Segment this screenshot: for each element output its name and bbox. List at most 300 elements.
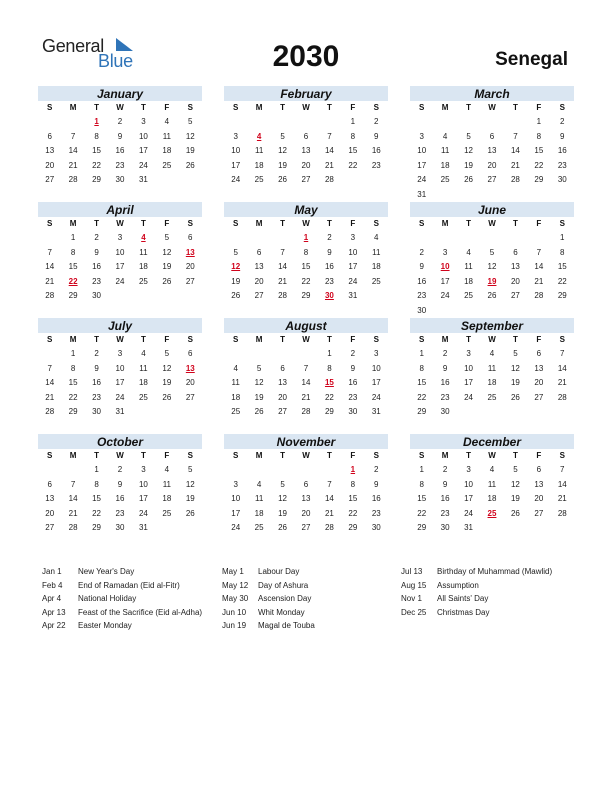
day: 29 [301,291,311,300]
brand-word-blue: Blue [98,51,133,71]
day: 30 [115,175,125,184]
day: 2 [560,117,565,126]
day: 17 [417,160,427,170]
holiday-day: 25 [487,508,497,518]
day: 16 [440,494,450,503]
day: 10 [371,363,381,373]
day: 13 [45,494,55,503]
month-name: March [410,86,574,101]
day: 1 [560,233,565,242]
weekday-label: F [164,451,170,460]
holiday-day: 19 [487,276,497,286]
holiday-name: National Holiday [78,594,137,603]
holiday-day: 4 [141,233,146,242]
month-days-grid [410,217,574,318]
holiday-name: Birthday of Muhammad (Mawlid) [437,567,553,576]
weekday-label: F [164,219,170,228]
day: 4 [233,363,238,373]
day: 6 [303,479,309,489]
day: 20 [254,276,264,286]
brand-word-general: General [42,36,104,56]
day: 2 [442,465,448,474]
day: 15 [557,262,567,271]
day: 11 [254,494,264,503]
empty-day [271,463,294,478]
weekday-label: F [536,451,542,460]
day: 22 [348,160,358,170]
day: 20 [45,508,55,518]
day: 3 [442,247,448,257]
day: 5 [280,479,285,489]
day: 18 [440,160,450,170]
day: 19 [185,146,195,155]
day: 22 [301,276,311,286]
month-may [224,202,388,304]
day: 10 [231,494,241,503]
day: 29 [557,291,567,300]
day: 18 [231,392,241,402]
holiday-item [42,579,202,593]
day: 25 [138,392,148,402]
day: 7 [47,247,52,257]
month-days-grid [410,333,574,420]
day: 12 [162,247,172,257]
day: 9 [374,479,379,489]
day: 18 [162,494,172,503]
day: 28 [510,175,520,184]
day: 31 [115,407,125,416]
day: 15 [68,378,78,387]
weekday-label: S [559,103,565,112]
holiday-date: Nov 1 [401,594,422,603]
day: 26 [162,276,172,286]
day: 27 [278,407,288,416]
day: 1 [350,117,356,126]
day: 16 [417,276,427,286]
day: 30 [348,407,358,416]
weekday-label: S [47,103,53,112]
day: 15 [417,378,427,387]
day: 10 [138,131,148,141]
day: 21 [557,494,567,503]
day: 9 [350,363,356,373]
month-april [38,202,202,304]
day: 4 [489,349,495,358]
day: 20 [301,160,311,170]
month-november [224,434,388,536]
empty-day [504,231,527,246]
day: 11 [139,247,148,257]
day: 11 [254,146,264,155]
weekday-label: S [187,451,193,460]
day: 2 [419,247,424,257]
empty-day [224,347,247,362]
day: 24 [231,523,241,532]
day: 6 [489,131,495,141]
empty-day [224,115,247,130]
holiday-date: Jul 13 [401,567,423,576]
day: 21 [324,160,334,170]
day: 8 [94,479,99,489]
month-days-grid [410,449,574,536]
day: 23 [115,160,125,170]
day: 25 [464,291,474,300]
day: 4 [256,479,262,489]
weekday-label: W [116,451,124,460]
day: 7 [560,349,565,358]
day: 9 [419,262,424,271]
day: 22 [348,508,358,518]
day: 24 [371,392,381,402]
holiday-name: End of Ramadan (Eid al-Fitr) [78,580,180,590]
empty-day [504,115,527,130]
day: 27 [185,276,195,286]
holiday-name: Ascension Day [258,594,312,603]
day: 24 [115,392,125,402]
day: 23 [324,276,334,286]
day: 10 [138,479,148,489]
day: 29 [92,175,102,184]
day: 16 [348,378,358,387]
day: 6 [536,465,542,474]
holiday-item [42,619,202,633]
day: 8 [419,479,424,489]
day: 26 [510,392,520,402]
month-name: May [224,202,388,217]
weekday-label: M [69,103,77,112]
day: 12 [185,479,195,489]
day: 3 [374,349,379,358]
holiday-column [222,565,315,633]
weekday-label: W [302,335,310,344]
day: 13 [301,146,311,155]
day: 24 [348,276,358,286]
empty-day [457,231,480,246]
day: 27 [534,508,544,518]
holiday-day: 1 [303,233,309,242]
empty-day [527,231,550,246]
day: 4 [164,465,170,474]
day: 10 [348,247,358,257]
day: 19 [510,494,520,503]
day: 24 [417,175,427,184]
day: 27 [301,523,311,532]
holiday-day: 1 [94,117,99,126]
day: 28 [557,392,567,402]
day: 26 [510,508,520,518]
weekday-label: M [441,219,449,228]
day: 22 [557,276,567,286]
day: 12 [278,494,288,503]
day: 8 [70,247,76,257]
day: 10 [115,247,125,257]
empty-day [318,115,341,130]
day: 4 [374,233,379,242]
day: 1 [419,349,424,358]
day: 27 [254,291,264,300]
day: 23 [92,276,102,286]
weekday-label: W [116,103,124,112]
day: 14 [534,262,544,271]
day: 7 [513,131,518,141]
day: 28 [45,291,55,300]
day: 13 [510,262,520,271]
day: 25 [162,508,172,518]
day: 18 [464,276,474,286]
month-days-grid [38,449,202,536]
weekday-label: M [255,451,263,460]
empty-day [247,231,270,246]
day: 31 [371,407,381,416]
day: 11 [372,247,381,257]
weekday-label: S [233,335,239,344]
day: 8 [419,363,424,373]
day: 19 [254,392,264,402]
day: 27 [534,392,544,402]
weekday-label: T [512,335,518,344]
holiday-day: 10 [440,262,450,271]
day: 26 [185,160,195,170]
weekday-label: M [69,451,77,460]
weekday-label: M [69,219,77,228]
day: 31 [464,523,474,532]
weekday-label: F [536,103,542,112]
day: 28 [45,407,55,416]
holiday-name: New Year's Day [78,567,135,576]
day: 14 [45,378,55,387]
day: 16 [371,494,381,503]
weekday-label: S [47,451,53,460]
day: 29 [68,291,78,300]
day: 5 [233,247,238,257]
weekday-label: F [350,103,356,112]
month-march [410,86,574,202]
day: 5 [256,363,262,373]
weekday-label: T [94,103,99,112]
day: 14 [301,378,311,387]
weekday-label: S [419,451,425,460]
day: 25 [231,407,241,416]
day: 14 [45,262,55,271]
day: 9 [94,363,99,373]
empty-day [271,115,294,130]
holiday-day: 12 [231,262,241,271]
month-august [224,318,388,420]
day: 26 [278,175,288,184]
weekday-label: F [350,335,356,344]
day: 24 [464,508,474,518]
empty-day [38,115,61,130]
day: 22 [324,392,334,402]
day: 11 [487,363,497,373]
day: 30 [92,291,102,300]
day: 27 [510,291,520,300]
day: 14 [557,363,567,373]
day: 8 [350,479,356,489]
day: 6 [47,131,52,141]
day: 8 [327,363,332,373]
day: 23 [440,392,450,402]
holiday-item [401,579,552,593]
day: 27 [45,523,55,532]
day: 30 [115,523,125,532]
day: 30 [557,175,567,184]
empty-day [433,231,456,246]
day: 9 [442,363,448,373]
weekday-label: S [419,335,425,344]
day: 24 [115,276,125,286]
month-name: October [38,434,202,449]
weekday-label: W [488,451,496,460]
weekday-label: S [187,103,193,112]
day: 6 [188,349,193,358]
day: 29 [68,407,78,416]
day: 16 [371,146,381,155]
empty-day [247,347,270,362]
day: 18 [254,508,264,518]
holiday-day: 13 [185,247,195,257]
empty-day [457,115,480,130]
day: 12 [510,479,520,489]
day: 24 [138,508,148,518]
empty-day [294,347,317,362]
weekday-label: S [373,335,379,344]
holiday-date: May 12 [222,580,249,590]
weekday-label: T [140,451,146,460]
day: 25 [254,523,264,532]
holiday-item [42,592,202,606]
day: 26 [231,291,241,300]
empty-day [38,231,61,246]
day: 8 [303,247,309,257]
day: 17 [464,378,474,387]
day: 29 [534,175,544,184]
day: 8 [560,247,565,257]
day: 22 [417,508,427,518]
day: 6 [256,247,262,257]
weekday-label: F [350,451,356,460]
day: 22 [68,392,78,402]
day: 7 [70,479,76,489]
day: 29 [348,523,358,532]
day: 9 [117,131,123,141]
weekday-label: S [233,451,239,460]
day: 18 [487,494,497,503]
empty-day [271,347,294,362]
day: 13 [534,363,544,373]
day: 5 [513,349,518,358]
day: 16 [115,146,125,155]
day: 29 [417,523,427,532]
day: 19 [464,160,474,170]
weekday-label: T [512,451,518,460]
day: 1 [94,465,99,474]
weekday-label: T [326,451,332,460]
day: 5 [513,465,518,474]
weekday-label: T [280,103,285,112]
day: 14 [557,479,567,489]
weekday-label: M [255,103,263,112]
weekday-label: W [116,335,124,344]
day: 18 [254,160,264,170]
holiday-day: 13 [185,363,195,373]
empty-day [224,231,247,246]
day: 18 [162,146,172,155]
weekday-label: W [302,103,310,112]
day: 3 [233,479,238,489]
day: 23 [557,160,567,170]
holiday-item [401,606,552,620]
day: 23 [371,508,381,518]
day: 4 [164,117,170,126]
month-days-grid [410,101,574,202]
day: 2 [94,349,99,358]
day: 25 [371,276,381,286]
day: 28 [324,175,334,184]
day: 13 [278,378,288,387]
holiday-item [401,592,552,606]
day: 3 [466,349,471,358]
day: 8 [536,131,542,141]
day: 25 [487,392,497,402]
day: 1 [419,465,424,474]
weekday-label: F [536,335,542,344]
month-name: November [224,434,388,449]
day: 5 [188,117,193,126]
day: 16 [440,378,450,387]
day: 24 [231,175,241,184]
day: 2 [94,233,99,242]
holiday-date: Aug 15 [401,580,427,590]
day: 19 [162,262,172,271]
day: 30 [371,523,381,532]
day: 11 [162,479,171,489]
day: 5 [466,131,471,141]
day: 17 [464,494,474,503]
day: 6 [47,479,52,489]
weekday-label: S [233,103,239,112]
day: 21 [534,276,544,286]
day: 26 [278,523,288,532]
day: 26 [487,291,497,300]
day: 21 [68,508,78,518]
day: 5 [489,247,495,257]
day: 12 [162,363,172,373]
weekday-label: W [488,219,496,228]
holiday-date: Dec 25 [401,607,427,617]
weekday-label: S [559,451,565,460]
day: 30 [417,305,427,315]
day: 17 [371,378,381,387]
day: 17 [348,262,358,271]
day: 2 [350,349,356,358]
holiday-day: 4 [256,131,262,141]
holiday-item [222,592,315,606]
day: 26 [254,407,264,416]
weekday-label: S [419,219,425,228]
day: 3 [141,465,146,474]
day: 2 [327,233,332,242]
month-name: January [38,86,202,101]
month-days-grid [38,333,202,420]
day: 12 [487,262,497,271]
weekday-label: T [140,103,146,112]
weekday-label: F [164,103,170,112]
month-june [410,202,574,318]
holiday-item [222,565,315,579]
weekday-label: T [466,103,471,112]
day: 8 [70,363,76,373]
